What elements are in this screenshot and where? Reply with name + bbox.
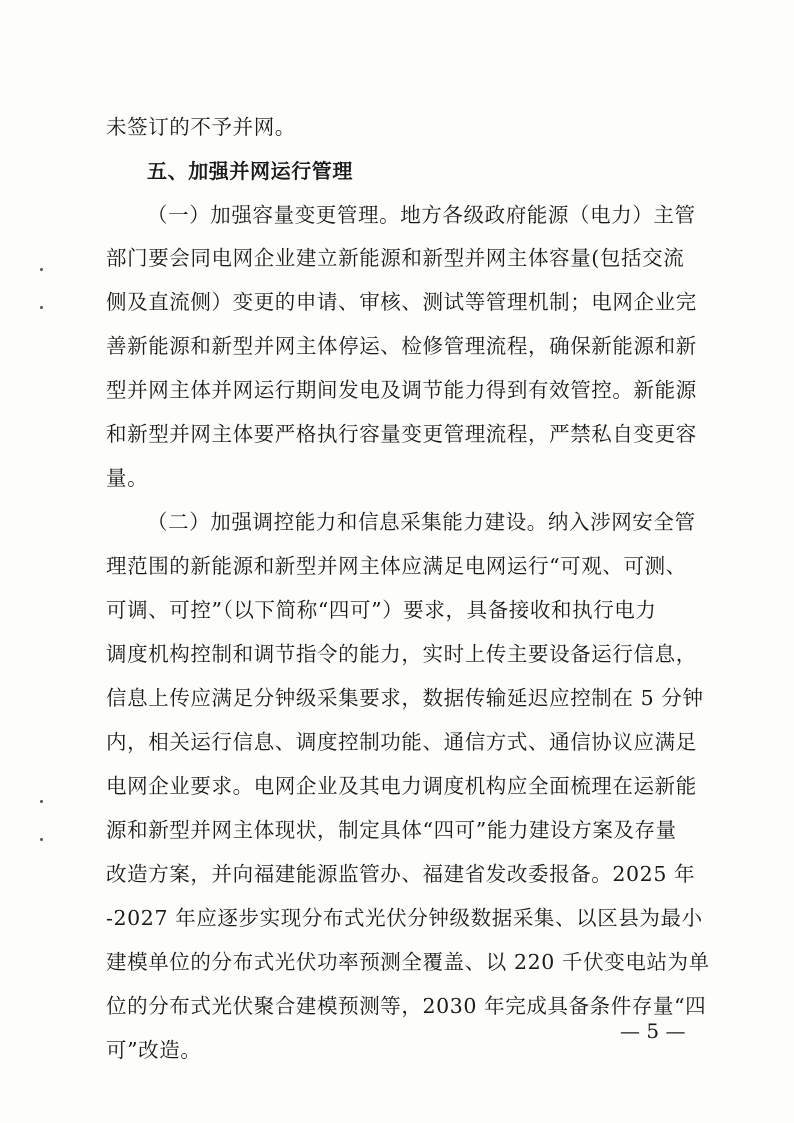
paragraph-line: （一）加强容量变更管理。地方各级政府能源（电力）主管	[147, 203, 696, 227]
paragraph-line: 调度机构控制和调节指令的能力，实时上传主要设备运行信息，	[106, 642, 697, 666]
scan-mark	[40, 268, 43, 271]
page-number: — 5 —	[620, 1019, 686, 1043]
paragraph-line: 型并网主体并网运行期间发电及调节能力得到有效管控。新能源	[106, 378, 697, 402]
paragraph-line: 侧及直流侧）变更的申请、审核、测试等管理机制；电网企业完	[106, 290, 697, 314]
paragraph-line: 可调、可控”（以下简称“四可”）要求，具备接收和执行电力	[106, 598, 657, 622]
scan-mark	[40, 306, 43, 309]
scan-mark	[40, 800, 43, 803]
paragraph-line: 和新型并网主体要严格执行容量变更管理流程，严禁私自变更容	[106, 422, 697, 446]
paragraph-line: 改造方案，并向福建能源监管办、福建省发改委报备。2025 年	[106, 862, 696, 886]
paragraph-line: 善新能源和新型并网主体停运、检修管理流程，确保新能源和新	[106, 334, 697, 358]
paragraph-line: 部门要会同电网企业建立新能源和新型并网主体容量(包括交流	[106, 246, 685, 270]
text-line: 未签订的不予并网。	[106, 115, 296, 139]
paragraph-line: 量。	[106, 466, 149, 490]
paragraph-line: 电网企业要求。电网企业及其电力调度机构应全面梳理在运新能	[106, 774, 697, 798]
paragraph-line: 位的分布式光伏聚合建模预测等，2030 年完成具备条件存量“四	[106, 994, 707, 1018]
scan-mark	[40, 838, 43, 841]
paragraph-line: 信息上传应满足分钟级采集要求，数据传输延迟应控制在 5 分钟	[106, 686, 704, 710]
paragraph-line: 内，相关运行信息、调度控制功能、通信方式、通信协议应满足	[106, 730, 697, 754]
paragraph-line: 建模单位的分布式光伏功率预测全覆盖、以 220 千伏变电站为单	[106, 950, 710, 974]
paragraph-line: （二）加强调控能力和信息采集能力建设。纳入涉网安全管	[147, 510, 696, 534]
paragraph-line: 源和新型并网主体现状，制定具体“四可”能力建设方案及存量	[106, 818, 677, 842]
paragraph-line: 理范围的新能源和新型并网主体应满足电网运行“可观、可测、	[106, 554, 687, 578]
section-heading: 五、加强并网运行管理	[147, 159, 353, 183]
paragraph-line: -2027 年应逐步实现分布式光伏分钟级数据采集、以区县为最小	[106, 906, 703, 930]
paragraph-line: 可”改造。	[106, 1038, 202, 1062]
